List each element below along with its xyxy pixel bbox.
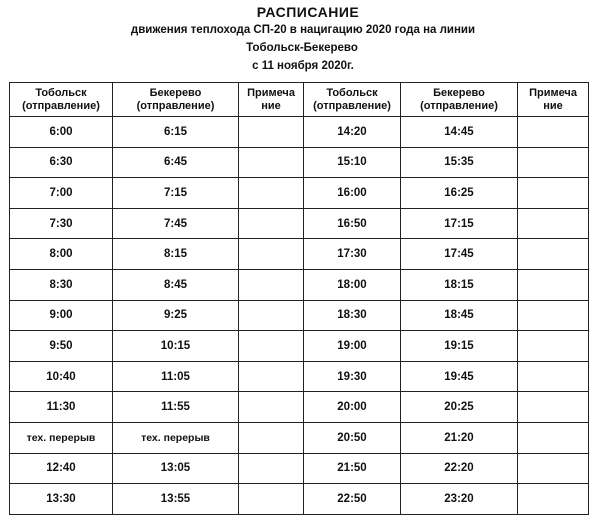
tobolsk-departure-cell-2: 21:50 xyxy=(304,453,401,484)
bekerevo-departure-cell: 11:55 xyxy=(113,392,239,423)
note-cell xyxy=(239,392,304,423)
bekerevo-departure-cell: 6:15 xyxy=(113,117,239,148)
note-cell-2 xyxy=(518,331,589,362)
table-row xyxy=(10,422,589,453)
note-cell-2 xyxy=(518,208,589,239)
note-cell xyxy=(239,239,304,270)
tobolsk-departure-cell-2: 19:00 xyxy=(304,331,401,362)
bekerevo-departure-cell-2: 16:25 xyxy=(401,178,518,209)
schedule-table xyxy=(9,82,589,515)
note-cell xyxy=(239,269,304,300)
bekerevo-departure-cell: 7:15 xyxy=(113,178,239,209)
table-row xyxy=(10,208,589,239)
note-cell xyxy=(239,147,304,178)
tobolsk-departure-cell: 8:30 xyxy=(10,269,113,300)
note-cell-2 xyxy=(518,117,589,148)
bekerevo-departure-cell: 13:55 xyxy=(113,484,239,515)
bekerevo-departure-cell-2: 19:45 xyxy=(401,361,518,392)
bekerevo-departure-cell-2: 17:45 xyxy=(401,239,518,270)
bekerevo-departure-cell: тех. перерыв xyxy=(113,422,239,453)
bekerevo-departure-cell-2: 14:45 xyxy=(401,117,518,148)
note-cell-2 xyxy=(518,453,589,484)
bekerevo-departure-cell: 8:15 xyxy=(113,239,239,270)
header-note: Примеча ние xyxy=(239,83,304,117)
tobolsk-departure-cell: 8:00 xyxy=(10,239,113,270)
note-cell xyxy=(239,208,304,239)
note-cell xyxy=(239,453,304,484)
tobolsk-departure-cell-2: 18:30 xyxy=(304,300,401,331)
tobolsk-departure-cell: 6:00 xyxy=(10,117,113,148)
note-cell xyxy=(239,361,304,392)
tobolsk-departure-cell: тех. перерыв xyxy=(10,422,113,453)
bekerevo-departure-cell-2: 20:25 xyxy=(401,392,518,423)
bekerevo-departure-cell: 8:45 xyxy=(113,269,239,300)
note-cell xyxy=(239,300,304,331)
tobolsk-departure-cell-2: 15:10 xyxy=(304,147,401,178)
bekerevo-departure-cell-2: 17:15 xyxy=(401,208,518,239)
bekerevo-departure-cell: 13:05 xyxy=(113,453,239,484)
tobolsk-departure-cell-2: 20:50 xyxy=(304,422,401,453)
document-header xyxy=(0,0,600,75)
header-tobolsk-departure: Тобольск (отправление) xyxy=(10,83,113,117)
bekerevo-departure-cell-2: 15:35 xyxy=(401,147,518,178)
table-row xyxy=(10,453,589,484)
bekerevo-departure-cell: 6:45 xyxy=(113,147,239,178)
document-subtitle: движения теплохода СП-20 в нацигацию 2020 года на линии xyxy=(130,24,476,36)
table-row xyxy=(10,117,589,148)
tobolsk-departure-cell-2: 20:00 xyxy=(304,392,401,423)
tobolsk-departure-cell: 13:30 xyxy=(10,484,113,515)
note-cell xyxy=(239,422,304,453)
note-cell-2 xyxy=(518,147,589,178)
tobolsk-departure-cell-2: 22:50 xyxy=(304,484,401,515)
header-bekerevo-departure: Бекерево (отправление) xyxy=(113,83,239,117)
note-cell xyxy=(239,117,304,148)
note-cell-2 xyxy=(518,239,589,270)
bekerevo-departure-cell: 11:05 xyxy=(113,361,239,392)
note-cell xyxy=(239,484,304,515)
note-cell-2 xyxy=(518,361,589,392)
effective-date: с 11 ноября 2020г. xyxy=(252,60,354,72)
document-title: РАСПИСАНИЕ xyxy=(256,4,360,20)
header-bekerevo-departure-2: Бекерево (отправление) xyxy=(401,83,518,117)
table-row xyxy=(10,178,589,209)
tobolsk-departure-cell: 6:30 xyxy=(10,147,113,178)
note-cell-2 xyxy=(518,422,589,453)
tobolsk-departure-cell-2: 17:30 xyxy=(304,239,401,270)
note-cell-2 xyxy=(518,392,589,423)
tobolsk-departure-cell: 7:30 xyxy=(10,208,113,239)
note-cell-2 xyxy=(518,269,589,300)
table-row xyxy=(10,392,589,423)
tobolsk-departure-cell-2: 16:00 xyxy=(304,178,401,209)
tobolsk-departure-cell: 9:00 xyxy=(10,300,113,331)
header-tobolsk-departure-2: Тобольск (отправление) xyxy=(304,83,401,117)
note-cell-2 xyxy=(518,300,589,331)
table-row xyxy=(10,239,589,270)
bekerevo-departure-cell-2: 22:20 xyxy=(401,453,518,484)
bekerevo-departure-cell: 9:25 xyxy=(113,300,239,331)
table-row xyxy=(10,147,589,178)
bekerevo-departure-cell-2: 19:15 xyxy=(401,331,518,362)
note-cell-2 xyxy=(518,484,589,515)
table-row xyxy=(10,361,589,392)
tobolsk-departure-cell-2: 16:50 xyxy=(304,208,401,239)
tobolsk-departure-cell: 10:40 xyxy=(10,361,113,392)
tobolsk-departure-cell: 7:00 xyxy=(10,178,113,209)
header-note-2: Примеча ние xyxy=(518,83,589,117)
tobolsk-departure-cell: 9:50 xyxy=(10,331,113,362)
table-header-row xyxy=(10,83,589,117)
bekerevo-departure-cell-2: 18:45 xyxy=(401,300,518,331)
bekerevo-departure-cell: 10:15 xyxy=(113,331,239,362)
bekerevo-departure-cell: 7:45 xyxy=(113,208,239,239)
bekerevo-departure-cell-2: 18:15 xyxy=(401,269,518,300)
note-cell xyxy=(239,331,304,362)
table-row xyxy=(10,484,589,515)
tobolsk-departure-cell: 12:40 xyxy=(10,453,113,484)
tobolsk-departure-cell: 11:30 xyxy=(10,392,113,423)
tobolsk-departure-cell-2: 14:20 xyxy=(304,117,401,148)
table-row xyxy=(10,269,589,300)
route-name: Тобольск-Бекерево xyxy=(246,42,358,54)
note-cell-2 xyxy=(518,178,589,209)
note-cell xyxy=(239,178,304,209)
bekerevo-departure-cell-2: 21:20 xyxy=(401,422,518,453)
table-row xyxy=(10,300,589,331)
tobolsk-departure-cell-2: 18:00 xyxy=(304,269,401,300)
tobolsk-departure-cell-2: 19:30 xyxy=(304,361,401,392)
table-row xyxy=(10,331,589,362)
bekerevo-departure-cell-2: 23:20 xyxy=(401,484,518,515)
